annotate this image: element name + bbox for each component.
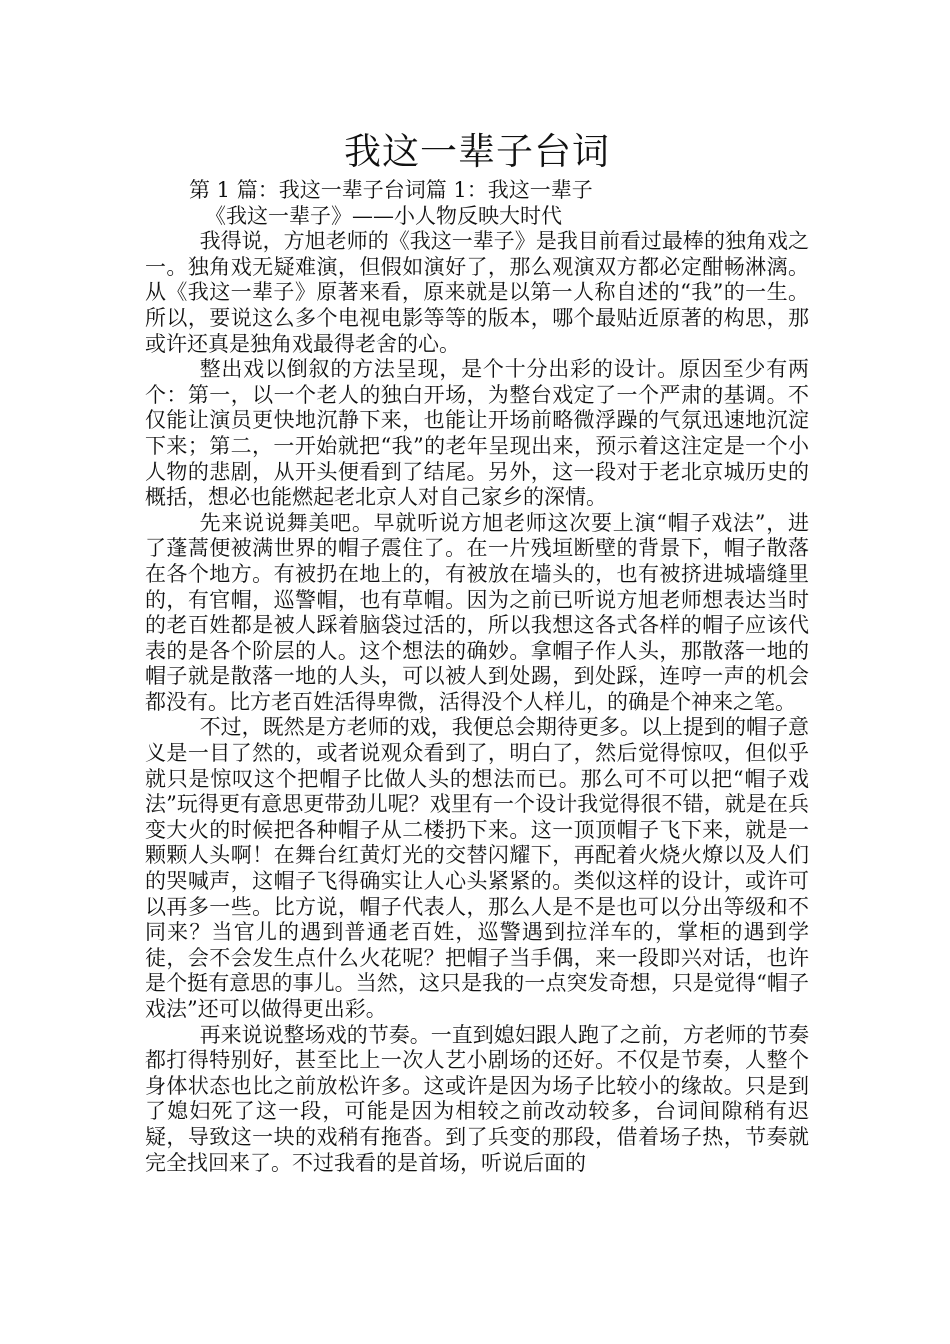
paragraph-2: 整出戏以倒叙的方法呈现，是个十分出彩的设计。原因至少有两个：第一，以一个老人的独白开场，为整台戏定了一个严肃的基调。不仅能让演员更快地沉静下来，也能让开场前略微浮躁的气氛迅速地沉淀下来；第二，一开始就把“我”的老年呈现出来，预示着这注定是一个小人物的悲剧，从开头便看到了结尾。另外，这一段对于老北京城历史的概括，想必也能燃起老北京人对自己家乡的深情。 bbox=[145, 357, 809, 510]
document-page bbox=[145, 128, 809, 1176]
paragraph-5: 再来说说整场戏的节奏。一直到媳妇跟人跑了之前，方老师的节奏都打得特别好，甚至比上一次人艺小剧场的还好。不仅是节奏，人整个身体状态也比之前放松许多。这或许是因为场子比较小的缘故。只是到了媳妇死了这一段，可能是因为相较之前改动较多，台词间隙稍有迟疑，导致这一块的戏稍有拖沓。到了兵变的那段，借着场子热，节奏就完全找回来了。不过我看的是首场，听说后面的 bbox=[145, 1022, 809, 1175]
paragraph-1: 我得说，方旭老师的《我这一辈子》是我目前看过最棒的独角戏之一。独角戏无疑难演，但假如演好了，那么观演双方都必定酣畅淋漓。从《我这一辈子》原著来看，原来就是以第一人称自述的“我”的一生。所以，要说这么多个电视电影等等的版本，哪个最贴近原著的构思，那或许还真是独角戏最得老舍的心。 bbox=[145, 229, 809, 356]
article-subtitle: 《我这一辈子》——小人物反映大时代 bbox=[205, 203, 562, 228]
paragraph-4: 不过，既然是方老师的戏，我便总会期待更多。以上提到的帽子意义是一目了然的，或者说观众看到了，明白了，然后觉得惊叹，但似乎就只是惊叹这个把帽子比做人头的想法而已。那么可不可以把“帽子戏法”玩得更有意思更带劲儿呢？戏里有一个设计我觉得很不错，就是在兵变大火的时候把各种帽子从二楼扔下来。这一顶顶帽子飞下来，就是一颗颗人头啊！在舞台红黄灯光的交替闪耀下，再配着火烧火燎以及人们的哭喊声，这帽子飞得确实让人心头紧紧的。类似这样的设计，或许可以再多一些。比方说，帽子代表人，那么人是不是也可以分出等级和不同来？当官儿的遇到普通老百姓，巡警遇到拉洋车的，掌柜的遇到学徒，会不会发生点什么火花呢？把帽子当手偶，来一段即兴对话，也许是个挺有意思的事儿。当然，这只是我的一点突发奇想，只是觉得“帽子戏法”还可以做得更出彩。 bbox=[145, 715, 809, 1021]
document-title: 我这一辈子台词 bbox=[344, 130, 610, 173]
chapter-heading: 第 1 篇：我这一辈子台词篇 1：我这一辈子 bbox=[189, 178, 593, 202]
paragraph-3: 先来说说舞美吧。早就听说方旭老师这次要上演“帽子戏法”，进了蓬蒿便被满世界的帽子震住了。在一片残垣断壁的背景下，帽子散落在各个地方。有被扔在地上的，有被放在墙头的，也有被挤进城墙缝里的，有官帽，巡警帽，也有草帽。因为之前已听说方旭老师想表达当时的老百姓都是被人踩着脑袋过活的，所以我想这各式各样的帽子应该代表的是各个阶层的人。这个想法的确妙。拿帽子作人头，那散落一地的帽子就是散落一地的人头，可以被人到处踢，到处踩，连哼一声的机会都没有。比方老百姓活得卑微，活得没个人样儿，的确是个神来之笔。 bbox=[145, 510, 809, 714]
